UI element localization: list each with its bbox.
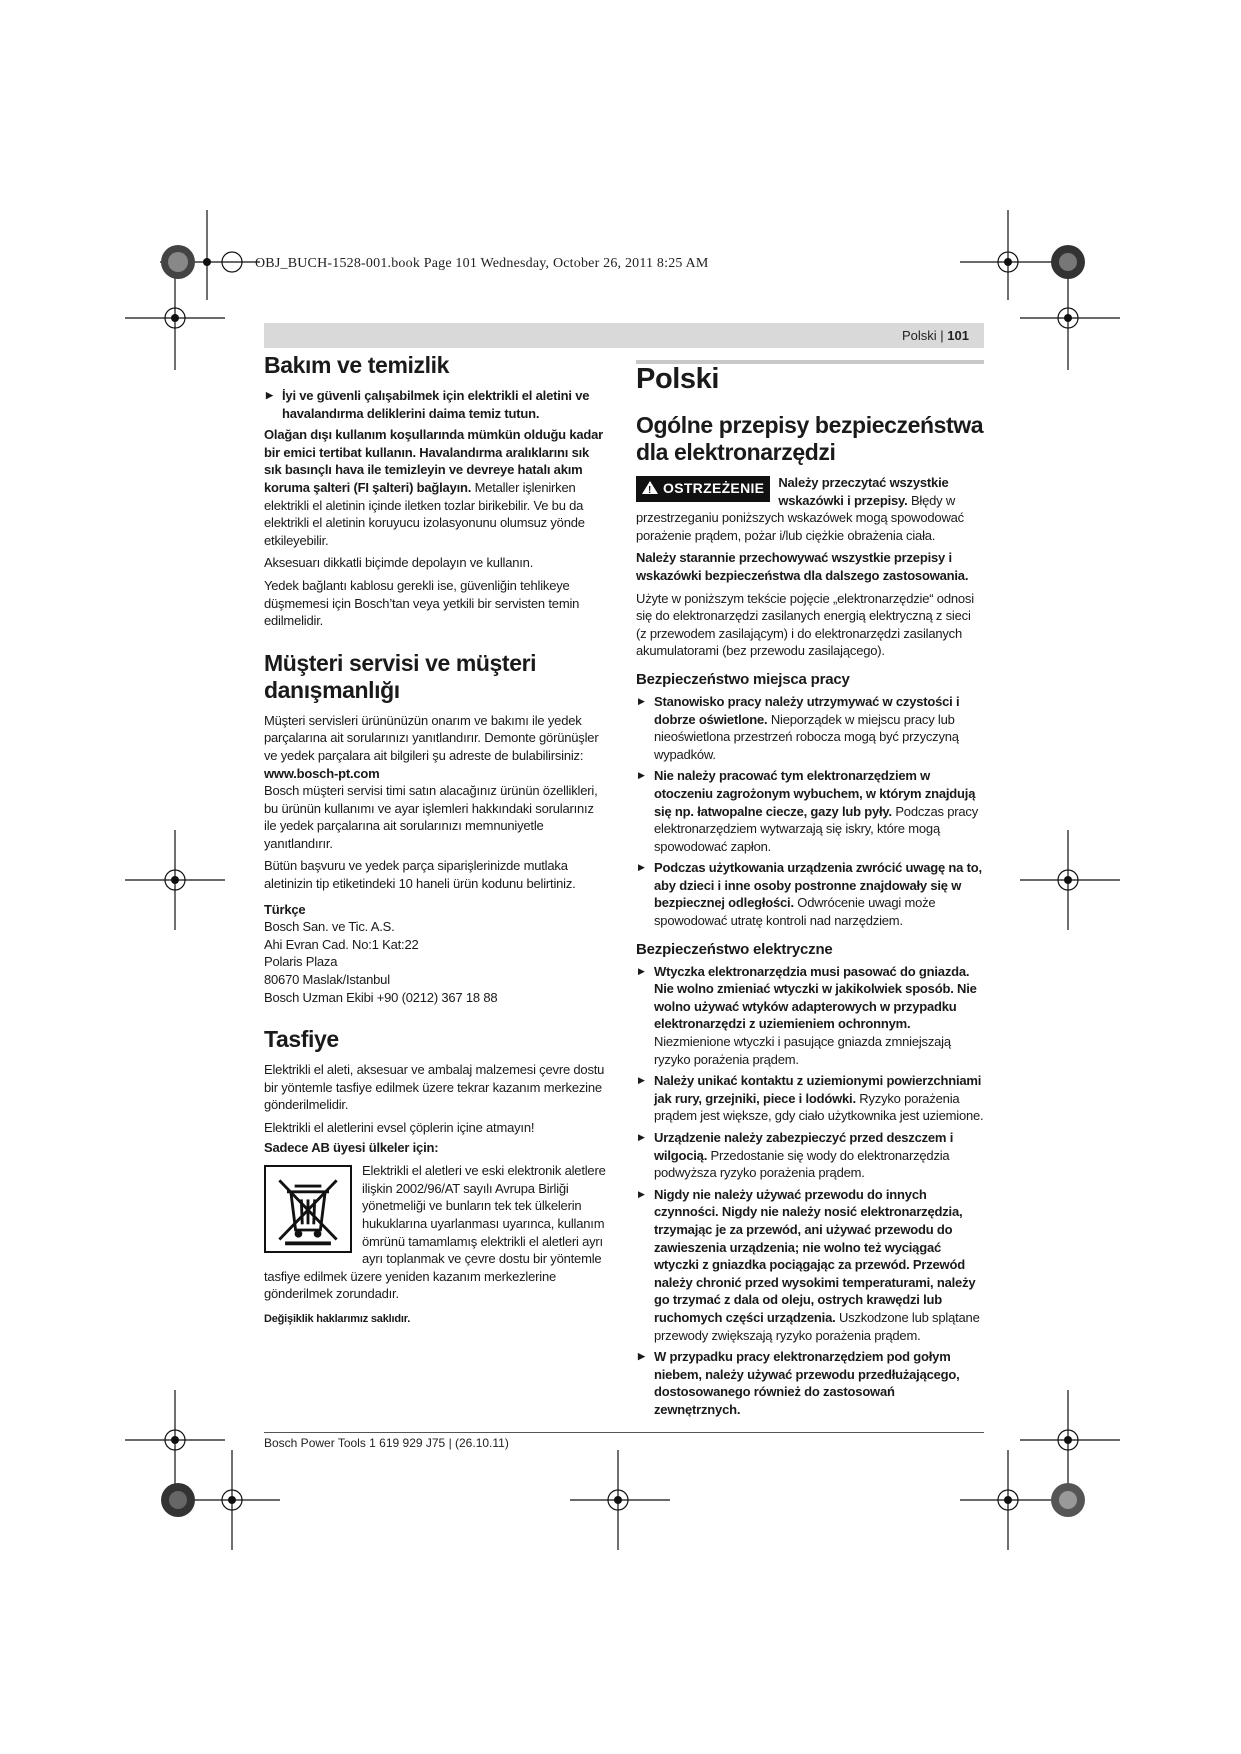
maintenance-para2: Aksesuarı dikkatli biçimde depolayın ve kullanın. bbox=[264, 555, 534, 571]
service-para2: Bosch müşteri servisi timi satın alacağınız ürünün özellikleri, bu ürünün kullanımı ve ayar işlemleri hakkındaki sorularınız ile yedek parçalarına ait sorularınızı memnuniyetle yanıtlandırır. bbox=[264, 783, 598, 851]
general-safety-title: Ogólne przepisy bezpieczeństwa dla elektronarzędzi bbox=[636, 412, 984, 465]
maintenance-para3: Yedek bağlantı kablosu gerekli ise, güvenliğin tehlikeye düşmemesi için Bosch’tan veya yetkili bir servisten temin edilmelidir. bbox=[264, 577, 580, 629]
service-country: Türkçe bbox=[264, 901, 306, 917]
maintenance-para1-bold: Olağan dışı kullanım koşullarında mümkün olduğu kadar bir emici tertibat kullanın. Havalandırma aralıklarını sık sık basınçlı hava ile temizleyin ve devreye hatalı akım koruma şalteri (FI şalteri) bağlayın. bbox=[264, 427, 604, 495]
page-header-bar bbox=[264, 323, 984, 348]
electrical-bullet: ▶ W przypadku pracy elektronarzędziem pod gołym niebem, należy używać przewodu przedłużającego, dostosowanego również do zastosowań zewnętrznych. bbox=[636, 1348, 984, 1418]
maintenance-bullet: ▶ İyi ve güvenli çalışabilmek için elektrikli el aletini ve havalandırma deliklerini daima temiz tutun. bbox=[264, 387, 609, 422]
electrical-bullet bbox=[636, 1072, 984, 1125]
disposal-para1: Elektrikli el aleti, aksesuar ve ambalaj malzemesi çevre dostu bir yöntemle tasfiye edilmek üzere tekrar kazanım merkezine gönderilmelidir. bbox=[264, 1062, 605, 1113]
workplace-bullet-bold: Stanowisko pracy należy utrzymywać w czystości i dobrze oświetlone. bbox=[654, 693, 960, 727]
language-title: Polski bbox=[636, 363, 720, 395]
disposal-para2: Elektrikli el aletlerini evsel çöplerin içine atmayın! bbox=[264, 1120, 535, 1135]
term-definition: Użyte w poniższym tekście pojęcie „elektronarzędzie“ odnosi się do elektronarzędzi zasilanych energią elektryczną z sieci (z przewodem zasilającym) i do elektronarzędzi zasilanych akumulatorami (bez przewodu zasilającego). bbox=[636, 590, 974, 659]
address-line: 80670 Maslak/Istanbul bbox=[264, 972, 390, 988]
maintenance-title: Bakım ve temizlik bbox=[264, 352, 449, 378]
electrical-bullet-rest: Uszkodzone lub splątane przewody zwiększają ryzyko porażenia prądem. bbox=[654, 1309, 980, 1343]
file-info-line: OBJ_BUCH-1528-001.book Page 101 Wednesday, October 26, 2011 8:25 AM bbox=[255, 256, 709, 271]
address-line: Polaris Plaza bbox=[264, 954, 338, 970]
page-label: Polski | 101 bbox=[902, 328, 969, 343]
electrical-bullet-bold: Nigdy nie należy używać przewodu do innych czynności. Nigdy nie należy nosić elektronarzędzia, trzymając je za przewód, ani używać przewodu do zawieszenia urządzenia; nie wolno też wyciągać wtyczki z gniazdka pociągając za przewód. Przewód należy chronić przed wysokimi temperaturami, należy go trzymać z dala od oleju, ostrych krawędzi lub ruchomych części urządzenia. bbox=[654, 1186, 976, 1325]
electrical-bullet bbox=[636, 963, 984, 1069]
electrical-bullet-bold: Wtyczka elektronarzędzia musi pasować do gniazda. Nie wolno zmieniać wtyczki w jakikolwiek sposób. Nie wolno używać wtyków adapterowych w przypadku elektronarzędzi z uziemieniem ochronnym. bbox=[654, 963, 977, 1032]
electrical-title: Bezpieczeństwo elektryczne bbox=[636, 940, 833, 958]
electrical-bullet-rest: Ryzyko porażenia prądem jest większe, gdy ciało użytkownika jest uziemione. bbox=[654, 1090, 984, 1124]
workplace-bullet bbox=[636, 859, 984, 929]
weee-block bbox=[264, 1162, 609, 1303]
electrical-bullet-bold: Urządzenie należy zabezpieczyć przed deszczem i wilgocią. bbox=[654, 1130, 954, 1163]
service-para1: Müşteri servisleri ürününüzün onarım ve bakımı ile yedek parçalarına ait sorularınızı yanıtlandırır. Demonte görünüşler ve yedek parçalara ait bilgileri şu adreste de bulabilirsiniz: bbox=[264, 712, 599, 763]
address-line: Bosch San. ve Tic. A.S. bbox=[264, 919, 395, 935]
warning-block bbox=[636, 474, 984, 544]
crossed-out-wheelie-bin-icon bbox=[264, 1165, 352, 1253]
keep-instructions: Należy starannie przechowywać wszystkie przepisy i wskazówki bezpieczeństwa dla dalszego zastosowania. bbox=[636, 550, 969, 583]
eu-heading: Sadece AB üyesi ülkeler için: bbox=[264, 1139, 439, 1155]
footer-text: Bosch Power Tools 1 619 929 J75 | (26.10.11) bbox=[264, 1436, 509, 1450]
right-column bbox=[636, 362, 984, 1423]
warning-text-bold: Należy przeczytać wszystkie wskazówki i przepisy. bbox=[778, 475, 949, 508]
page-number: 101 bbox=[947, 328, 969, 343]
address-line: Bosch Uzman Ekibi +90 (0212) 367 18 88 bbox=[264, 989, 498, 1005]
service-address bbox=[264, 918, 609, 1006]
workplace-title: Bezpieczeństwo miejsca pracy bbox=[636, 670, 850, 688]
warning-badge bbox=[636, 476, 770, 502]
workplace-bullet-rest: Odwrócenie uwagi może spowodować utratę kontroli nad narzędziem. bbox=[654, 895, 936, 929]
left-column bbox=[264, 352, 609, 1329]
page-language: Polski bbox=[902, 328, 937, 343]
electrical-bullet bbox=[636, 1129, 984, 1182]
footer-rule bbox=[264, 1432, 984, 1433]
maintenance-para1-rest: Metaller işlenirken elektrikli el aletinin içinde iletken tozlar birikebilir. Ve bu da elektrikli el aletinin koruyucu izolasyonunu olumsuz yönde etkileyebilir. bbox=[264, 479, 585, 548]
rights-reserved: Değişiklik haklarımız saklıdır. bbox=[264, 1312, 411, 1325]
electrical-bullet bbox=[636, 1186, 984, 1344]
electrical-bullet-rest: Przedostanie się wody do elektronarzędzia podwyższa ryzyko porażenia prądem. bbox=[654, 1147, 950, 1181]
service-para3: Bütün başvuru ve yedek parça siparişlerinizde mutlaka aletinizin tip etiketindeki 10 haneli ürün kodunu belirtiniz. bbox=[264, 858, 576, 892]
electrical-bullet-bold: Należy unikać kontaktu z uziemionymi powierzchniami jak rury, grzejniki, piece i lodówki. bbox=[654, 1073, 982, 1106]
warning-text-rest: Błędy w przestrzeganiu poniższych wskazówek mogą spowodować porażenie prądem, pożar i/lub ciężkie obrażenia ciała. bbox=[636, 492, 964, 543]
warning-triangle-icon bbox=[642, 481, 658, 494]
disposal-title: Tasfiye bbox=[264, 1026, 339, 1053]
workplace-bullet-rest: Podczas pracy elektronarzędziem wytwarzają się iskry, które mogą spowodować zapłon. bbox=[654, 803, 978, 854]
workplace-bullet-rest: Nieporządek w miejscu pracy lub nieoświetlona przestrzeń robocza mogą być przyczyną wypadków. bbox=[654, 711, 959, 762]
weee-text: Elektrikli el aletleri ve eski elektronik aletlere ilişkin 2002/96/AT sayılı Avrupa Birliği yönetmeliği ve bunların tek tek ülkelerin hukuklarına uyarlanması uyarınca, kullanım ömrünü tamamlamış elektrikli el aletleri ayrı ayrı toplanmak ve çevre dostu bir yöntemle tasfiye edilmek üzere yeniden kazanım merkezlerine gönderilmek zorundadır. bbox=[264, 1163, 606, 1302]
electrical-bullet-rest: Niezmienione wtyczki i pasujące gniazda zmniejszają ryzyko porażenia prądem. bbox=[654, 1034, 951, 1067]
workplace-bullet-bold: Podczas użytkowania urządzenia zwrócić uwagę na to, aby dzieci i inne osoby postronne znajdowały się w bezpiecznej odległości. bbox=[654, 860, 982, 911]
workplace-bullet-bold: Nie należy pracować tym elektronarzędziem w otoczeniu zagrożonym wybuchem, w którym znajdują się np. łatwopalne ciecze, gazy lub pyły. bbox=[654, 768, 976, 819]
service-url[interactable]: www.bosch-pt.com bbox=[264, 765, 380, 781]
address-line: Ahi Evran Cad. No:1 Kat:22 bbox=[264, 936, 419, 952]
workplace-bullet bbox=[636, 693, 984, 763]
warning-label: OSTRZEŻENIE bbox=[663, 480, 765, 496]
maintenance-para1 bbox=[264, 426, 609, 549]
workplace-bullet bbox=[636, 767, 984, 855]
service-title: Müşteri servisi ve müşteri danışmanlığı bbox=[264, 649, 537, 703]
